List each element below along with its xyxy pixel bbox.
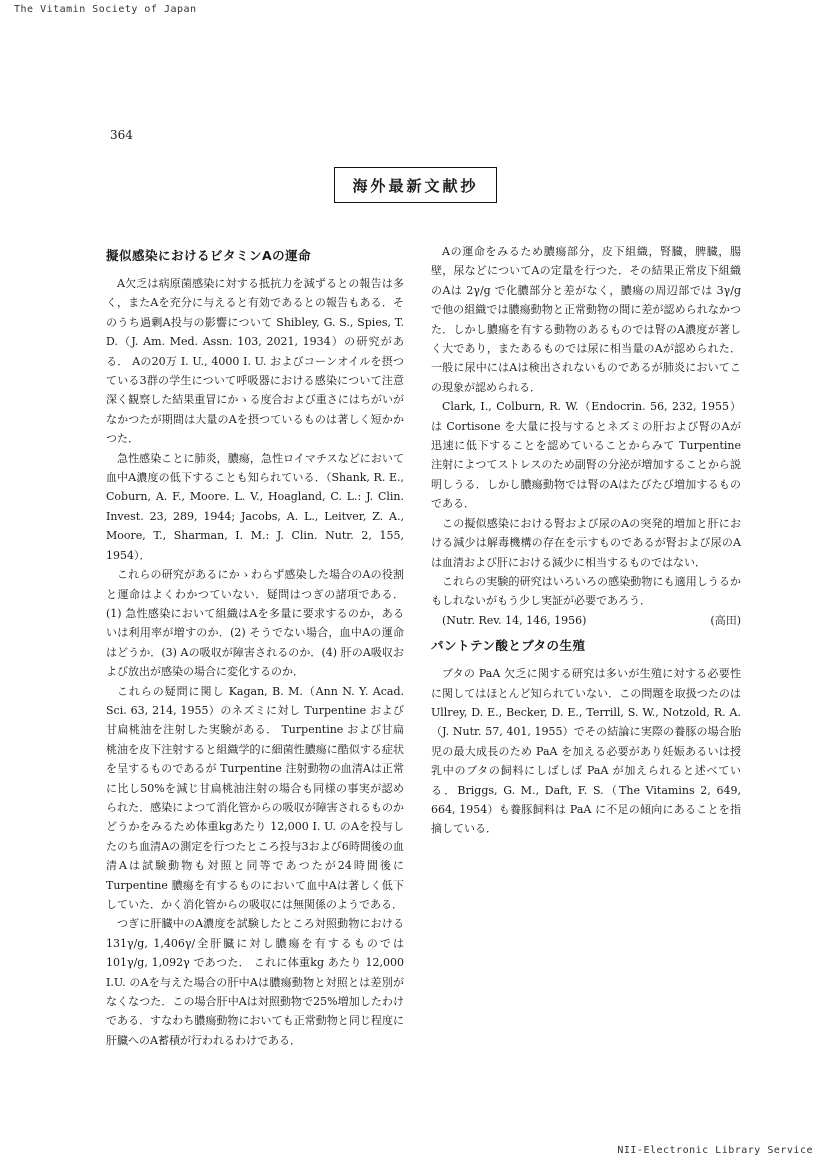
paragraph: つぎに肝臓中のA濃度を試験したところ対照動物における 131γ/g, 1,406γ/全肝臓に対し膿瘍を有するものでは 101γ/g, 1,092γ であつた． これに体重kg あたり 12,000 I.U. のAを与えた場合の肝中Aは膿瘍動物と対照とは差別がなくなつた．この場合肝中Aは対照動物で25%増加したわけである．すなわち膿瘍動物においても正常動物と同じ程度に肝臓へのA蓄積が行われるわけである． <box>106 917 404 1047</box>
article-title: パントテン酸とブタの生殖 <box>431 638 586 654</box>
paragraph: これらの疑問に関し Kagan, B. M.（Ann N. Y. Acad. Sci. 63, 214, 1955）のネズミに対し Turpentine および甘扁桃油を注射した実験がある． Turpentine および甘扁桃油を皮下注射すると組織学的に細菌性膿瘍に酷似する症状を呈するものであるが Turpentine 注射動物の血清Aは正常に比し50%を減じ甘扁桃油注射の場合も同様の事実が認められた．感染によつて消化管からの吸収が障害されるものかどうかをみるため体重kgあたり 12,000 I. U. のAを投与したのち血清Aの測定を行つたところ投与3および6時間後の血清Aは試験動物も対照と同等であつたが24時間後に Turpentine 膿瘍を有するものにおいて血中Aは著しく低下していた．かく消化管からの吸収には無関係のようである． <box>106 684 404 911</box>
section-title: 海外最新文献抄 <box>334 167 497 203</box>
paragraph: 急性感染ことに肺炎，膿瘍，急性ロイマチスなどにおいて血中A濃度の低下することも知られている．（Shank, R. E., Coburn, A. F., Moore. L. V., Hoagland, C. L.: J. Clin. Invest. 23, 289, 1944; Jacobs, A. L., Leitver, Z. A., Moore, T., Sharman, I. M.: J. Clin. Nutr. 2, 155, 1954）． <box>106 451 404 562</box>
society-header: The Vitamin Society of Japan <box>14 4 197 15</box>
reference: (Nutr. Rev. 14, 146, 1956) <box>442 613 587 627</box>
paragraph: A欠乏は病原菌感染に対する抵抗力を減ずるとの報告は多く，またAを充分に与えると有効であるとの報告もある．そのうち過剰A投与の影響について Shibley, G. S., Spies, T. D.（J. Am. Med. Assn. 103, 2021, 1934）の研究がある． Aの20万 I. U., 4000 I. U. およびコーンオイルを摂つている3群の学生について呼吸器における感染について注意深く観察した結果重冒にかゝる度合および重さにはちがいがなかつたが期間は大量のAを摂つているものは著しく短かかつた． <box>106 277 404 446</box>
paragraph: これらの研究があるにかゝわらず感染した場合のAの役割と運命はよくわかつていない．疑問はつぎの諸項である．(1) 急性感染において組織はAを多量に要求するのか，あるいは利用率が増すのか．(2) そうでない場合，血中Aの運命はどうか．(3) Aの吸収が障害されるのか．(4) 肝のA吸収および放出が感染の場合に変化するのか． <box>106 568 404 679</box>
paragraph: ブタの PaA 欠乏に関する研究は多いが生殖に対する必要性に関してはほとんど知られていない．この問題を取扱つたのは Ullrey, D. E., Becker, D. E., Terrill, S. W., Notzold, R. A.（J. Nutr. 57, 401, 1955）でその結論に実際の養豚の場合胎児の最大成長のため PaA を加える必要があり妊娠あるいは授乳中のブタの飼料にしばしば PaA が加えられると述べている．Briggs, G. M., Daft, F. S.（The Vitamins 2, 649, 664, 1954）も養豚飼料は PaA に不足の傾向にあることを指摘している． <box>431 667 741 836</box>
left-column <box>106 242 404 1050</box>
paragraph: Aの運命をみるため膿瘍部分，皮下組織，腎臓，脾臓，腸壁，尿などについてAの定量を行つた．その結果正常皮下組織のAは 2γ/g で化膿部分と差がなく，膿瘍の周辺部では 3γ/g で他の組織では膿瘍動物と正常動物の間に差が認められなかつた．しかし膿瘍を有する動物のあるものでは腎のA濃度が著しく大であり，またあるものでは尿に相当量のAが認められた．一般に尿中にはAは検出されないものであるが肺炎においてこの現象が認められる． <box>431 245 741 394</box>
library-footer: NII-Electronic Library Service <box>617 1145 813 1156</box>
paragraph: これらの実験的研究はいろいろの感染動物にも適用しうるかもしれないがもう少し実証が必要であろう． <box>431 574 741 608</box>
page-number: 364 <box>110 128 133 142</box>
paragraph: Clark, I., Colburn, R. W.（Endocrin. 56, 232, 1955）は Cortisone を大量に投与するとネズミの肝および腎のAが迅速に低下することを認めていることからみて Turpentine 注射によつてストレスのため副腎の分泌が増加することから説明しうる．しかし膿瘍動物では腎のAはたびたび増加するものである． <box>431 400 741 511</box>
article-title: 擬似感染におけるビタミンAの運命 <box>106 248 312 263</box>
author-initials: (高田) <box>710 613 741 627</box>
right-column <box>431 242 741 839</box>
paragraph: この擬似感染における腎および尿のAの突発的増加と肝における減少は解毒機構の存在を示すものであるが腎および尿のAは血清および肝における減少に相当するものではない． <box>431 516 741 569</box>
reference-line <box>431 611 741 630</box>
